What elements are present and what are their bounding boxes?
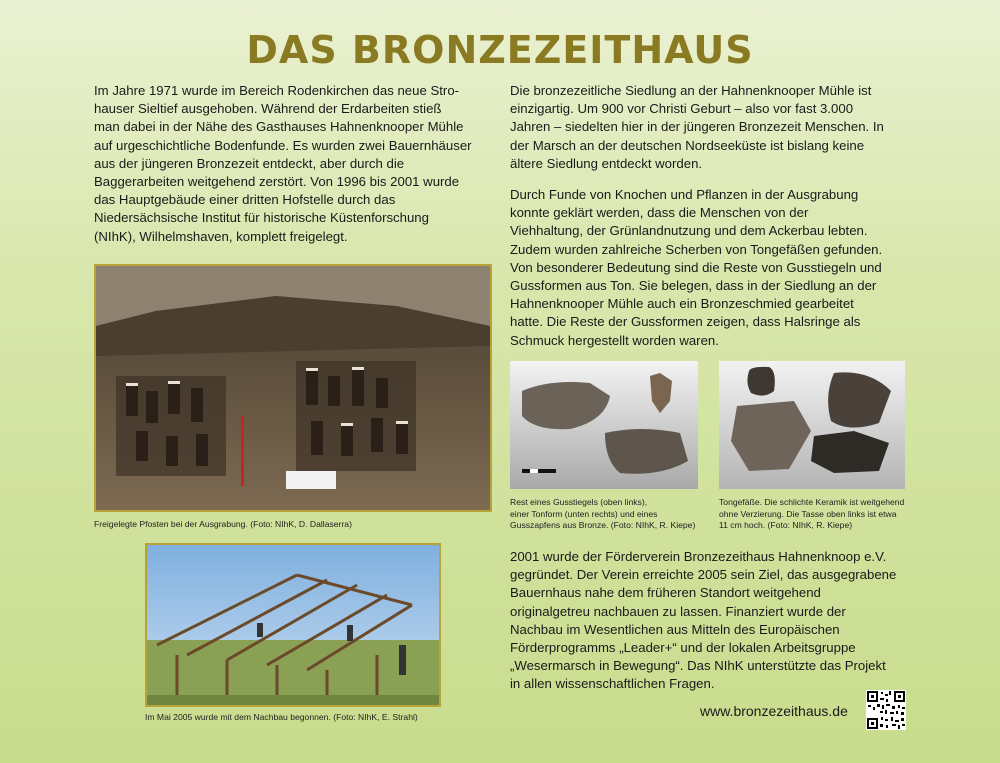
intro-paragraph: Im Jahre 1971 wurde im Bereich Rodenkirchen das neue Stro- hauser Sieltief ausgehoben. Während der Erdarbeiten stieß man dabei in der Nähe des Gasthauses Hahnenknooper Mühle auf urgeschichtliche Bodenfunde. Es wurden zwei Bauernhäuser aus der jüngeren Bronzezeit entdeckt, aber durch die Baggerarbeiten weitgehend zerstört. Von 1996 bis 2001 wurde das Hauptgebäude einer dritten Hofstelle durch das Niedersächsische Institut für historische Küstenforschung (NIhK), Wilhelmshaven, komplett freigelegt. [94,83,472,244]
page-title: DAS BRONZEZEITHAUS [246,28,754,72]
crucible-photo [510,361,698,489]
reconstruction-caption: Im Mai 2005 wurde mit dem Nachbau begonnen. (Foto: NIhK, E. Strahl) [145,712,418,722]
website-link[interactable]: www.bronzezeithaus.de [700,703,848,719]
settlement-paragraph: Die bronzezeitliche Siedlung an der Hahnenknooper Mühle ist einzigartig. Um 900 vor Christi Geburt – also vor fast 3.000 Jahren – siedelten hier in der jüngeren Bronzezeit Menschen. In der Marsch an der deutschen Nordseeküste ist bislang keine ältere Siedlung entdeckt worden. [510,83,884,171]
pottery-caption: Tongefäße. Die schlichte Keramik ist weitgehend ohne Verzierung. Die Tasse oben links ist etwa 11 cm hoch. (Foto: NIhK, R. Kiepe) [719,497,905,530]
excavation-caption: Freigelegte Pfosten bei der Ausgrabung. (Foto: NIhK, D. Dallaserra) [94,519,352,529]
association-paragraph: 2001 wurde der Förderverein Bronzezeithaus Hahnenknoop e.V. gegründet. Der Verein erreichte 2005 sein Ziel, das ausgegrabene Bauernhaus nahe dem früheren Standort weitgehend originalgetreu nachbauen zu lassen. Finanziert wurde der Nachbau im Wesentlichen aus Mitteln des Europäischen Förderprogramms „Leader+“ und der lokalen Arbeitsgruppe „Wesermarsch in Bewegung“. Das NIhK unterstützte das Projekt in allen wissenschaftlichen Fragen. [510,549,897,692]
crucible-caption: Rest eines Gusstiegels (oben links), einer Tonform (unten rechts) und eines Gusszapfens aus Bronze. (Foto: NIhK, R. Kiepe) [510,497,696,530]
reconstruction-photo [145,543,441,707]
pottery-photo [719,361,905,489]
finds-paragraph: Durch Funde von Knochen und Pflanzen in der Ausgrabung konnte geklärt werden, dass die Menschen von der Viehhaltung, der Grünlandnutzung und dem Ackerbau lebten. Zudem wurden zahlreiche Scherben von Tongefäßen gefunden. Von besonderer Bedeutung sind die Reste von Gusstiegeln und Gussformen aus Ton. Sie belegen, dass in der Siedlung an der Hahnenknooper Mühle auch ein Bronzeschmied gearbeitet hatte. Die Reste der Gussformen zeigen, dass Halsringe als Schmuck hergestellt worden waren. [510,187,883,348]
excavation-photo [94,264,492,512]
qr-code [866,690,906,730]
